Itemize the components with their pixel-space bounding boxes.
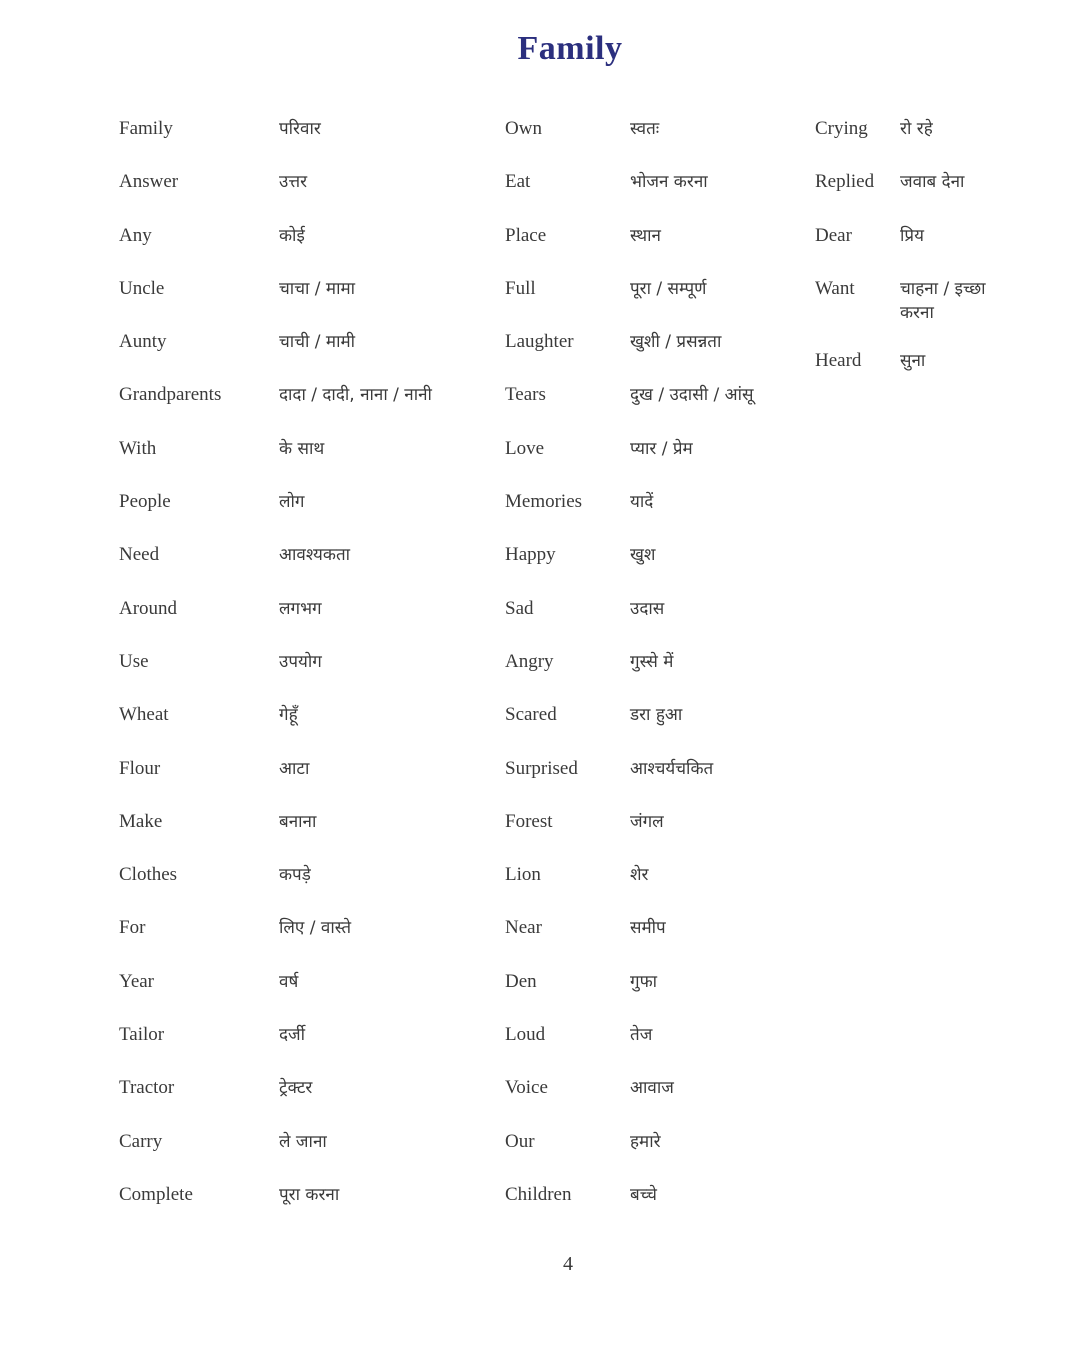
vocab-row	[505, 538, 805, 591]
hindi-translation: उदास	[630, 598, 665, 619]
vocab-row	[119, 1071, 489, 1124]
vocab-row	[505, 219, 805, 272]
vocab-row	[119, 698, 489, 751]
vocab-row	[119, 325, 489, 378]
hindi-translation: यादें	[630, 492, 654, 513]
hindi-translation: गुस्से में	[630, 651, 674, 672]
hindi-translation: दर्जी	[279, 1025, 306, 1046]
vocab-row	[505, 1125, 805, 1178]
english-word: Answer	[119, 171, 179, 193]
english-word: Wheat	[119, 704, 169, 726]
hindi-translation: भोजन करना	[630, 172, 708, 193]
hindi-translation: प्यार / प्रेम	[630, 438, 693, 459]
page-title: Family	[517, 30, 623, 67]
hindi-translation: खुशी / प्रसन्नता	[630, 332, 722, 353]
hindi-translation: जंगल	[630, 811, 664, 832]
vocab-row	[119, 538, 489, 591]
vocab-row	[815, 165, 1045, 218]
vocab-row	[119, 1018, 489, 1071]
english-word: Forest	[505, 810, 553, 832]
hindi-translation: प्रिय	[900, 225, 924, 246]
vocab-row	[505, 325, 805, 378]
english-word: Happy	[505, 544, 556, 566]
vocab-row	[505, 432, 805, 485]
hindi-translation: बनाना	[279, 811, 317, 832]
english-word: Angry	[505, 650, 554, 672]
hindi-translation: खुश	[630, 545, 656, 566]
english-word: Voice	[505, 1077, 548, 1099]
vocab-row	[119, 858, 489, 911]
english-word: Den	[505, 970, 537, 992]
english-word: Surprised	[505, 757, 578, 779]
hindi-translation: दादा / दादी, नाना / नानी	[279, 385, 432, 406]
vocab-row	[119, 272, 489, 325]
vocab-row	[815, 112, 1045, 165]
hindi-translation: समीप	[630, 918, 666, 939]
hindi-translation: आटा	[279, 758, 310, 779]
english-word: Carry	[119, 1130, 163, 1152]
hindi-translation: गुफा	[630, 971, 658, 992]
hindi-translation: आवश्यकता	[279, 545, 351, 566]
vocab-row	[815, 272, 1045, 344]
english-word: Love	[505, 437, 545, 459]
vocab-row	[505, 752, 805, 805]
hindi-translation: रो रहे	[900, 119, 933, 139]
english-word: Grandparents	[119, 384, 222, 406]
hindi-translation: शेर	[630, 865, 649, 886]
english-word: Laughter	[505, 331, 574, 353]
english-word: Full	[505, 277, 536, 299]
hindi-translation: कपड़े	[279, 865, 311, 886]
english-word: Family	[119, 118, 173, 139]
hindi-translation: बच्चे	[630, 1184, 657, 1205]
english-word: Lion	[505, 864, 541, 886]
english-word: Want	[815, 277, 855, 299]
hindi-translation: हमारे	[630, 1131, 661, 1152]
english-word: Tractor	[119, 1077, 175, 1099]
english-word: Loud	[505, 1024, 546, 1046]
vocab-row	[505, 485, 805, 538]
vocab-row	[505, 1018, 805, 1071]
english-word: Around	[119, 597, 178, 619]
hindi-translation: वर्ष	[279, 971, 299, 992]
english-word: For	[119, 917, 146, 939]
hindi-translation: लगभग	[279, 598, 322, 619]
english-word: Heard	[815, 349, 862, 371]
vocab-row	[815, 219, 1045, 272]
english-word: Eat	[505, 171, 531, 193]
vocab-row	[119, 378, 489, 431]
vocab-row	[505, 1178, 805, 1231]
hindi-translation: तेज	[630, 1025, 653, 1046]
vocab-row	[119, 911, 489, 964]
english-word: Place	[505, 224, 547, 246]
english-word: Own	[505, 118, 542, 139]
english-word: Uncle	[119, 277, 165, 299]
page-number: 4	[563, 1253, 573, 1275]
vocab-row	[119, 485, 489, 538]
vocab-row	[815, 344, 1045, 397]
english-word: Scared	[505, 704, 557, 726]
vocab-row	[505, 592, 805, 645]
hindi-translation: पूरा / सम्पूर्ण	[630, 278, 707, 299]
hindi-translation: ले जाना	[279, 1131, 327, 1152]
hindi-translation: कोई	[279, 225, 305, 246]
hindi-translation: परिवार	[279, 119, 321, 139]
vocab-column-1	[119, 112, 489, 1231]
english-word: Flour	[119, 757, 161, 779]
hindi-translation: डरा हुआ	[630, 705, 683, 726]
hindi-translation: उपयोग	[279, 651, 322, 672]
vocab-row	[505, 112, 805, 165]
hindi-translation: लिए / वास्ते	[279, 918, 352, 939]
hindi-translation: चाचा / मामा	[279, 278, 356, 299]
english-word: People	[119, 491, 171, 513]
hindi-translation: स्वतः	[630, 119, 660, 139]
vocab-row	[505, 965, 805, 1018]
hindi-translation: लोग	[279, 492, 305, 513]
vocab-row	[505, 1071, 805, 1124]
hindi-translation: जवाब देना	[900, 172, 965, 193]
hindi-translation: गेहूँ	[279, 705, 298, 726]
english-word: Dear	[815, 224, 852, 246]
vocab-row	[505, 645, 805, 698]
vocab-row	[119, 219, 489, 272]
english-word: Tears	[505, 384, 546, 406]
hindi-translation: आवाज	[630, 1078, 674, 1099]
vocab-row	[505, 272, 805, 325]
vocab-row	[505, 698, 805, 751]
english-word: Children	[505, 1183, 572, 1205]
hindi-translation: ट्रेक्टर	[279, 1078, 313, 1099]
vocab-row	[505, 378, 805, 431]
vocab-column-3	[815, 112, 1045, 397]
vocab-row	[505, 911, 805, 964]
hindi-translation: चाहना / इच्छा करना	[900, 278, 986, 323]
vocab-row	[505, 165, 805, 218]
english-word: Near	[505, 917, 542, 939]
vocab-row	[119, 432, 489, 485]
vocab-row	[119, 165, 489, 218]
hindi-translation: के साथ	[279, 438, 325, 459]
hindi-translation: दुख / उदासी / आंसू	[630, 385, 754, 406]
vocab-row	[119, 645, 489, 698]
vocab-row	[119, 805, 489, 858]
vocab-row	[119, 965, 489, 1018]
english-word: Crying	[815, 118, 868, 139]
english-word: Replied	[815, 171, 875, 193]
english-word: Use	[119, 650, 149, 672]
english-word: Complete	[119, 1183, 193, 1205]
vocab-row	[119, 1125, 489, 1178]
english-word: Clothes	[119, 864, 178, 886]
vocab-row	[119, 112, 489, 165]
hindi-translation: स्थान	[630, 225, 661, 246]
vocab-row	[505, 805, 805, 858]
vocab-row	[119, 592, 489, 645]
hindi-translation: सुना	[900, 350, 926, 371]
english-word: Sad	[505, 597, 534, 619]
english-word: With	[119, 437, 157, 459]
english-word: Our	[505, 1130, 535, 1152]
english-word: Year	[119, 970, 155, 992]
english-word: Tailor	[119, 1024, 165, 1046]
hindi-translation: पूरा करना	[279, 1184, 340, 1205]
english-word: Make	[119, 810, 163, 832]
english-word: Memories	[505, 491, 583, 513]
vocab-column-2	[505, 112, 805, 1231]
vocab-row	[119, 752, 489, 805]
english-word: Any	[119, 224, 152, 246]
vocab-row	[505, 858, 805, 911]
english-word: Aunty	[119, 331, 167, 353]
english-word: Need	[119, 544, 160, 566]
hindi-translation: उत्तर	[279, 172, 308, 193]
hindi-translation: चाची / मामी	[279, 332, 356, 353]
vocab-row	[119, 1178, 489, 1231]
hindi-translation: आश्चर्यचकित	[630, 758, 714, 779]
